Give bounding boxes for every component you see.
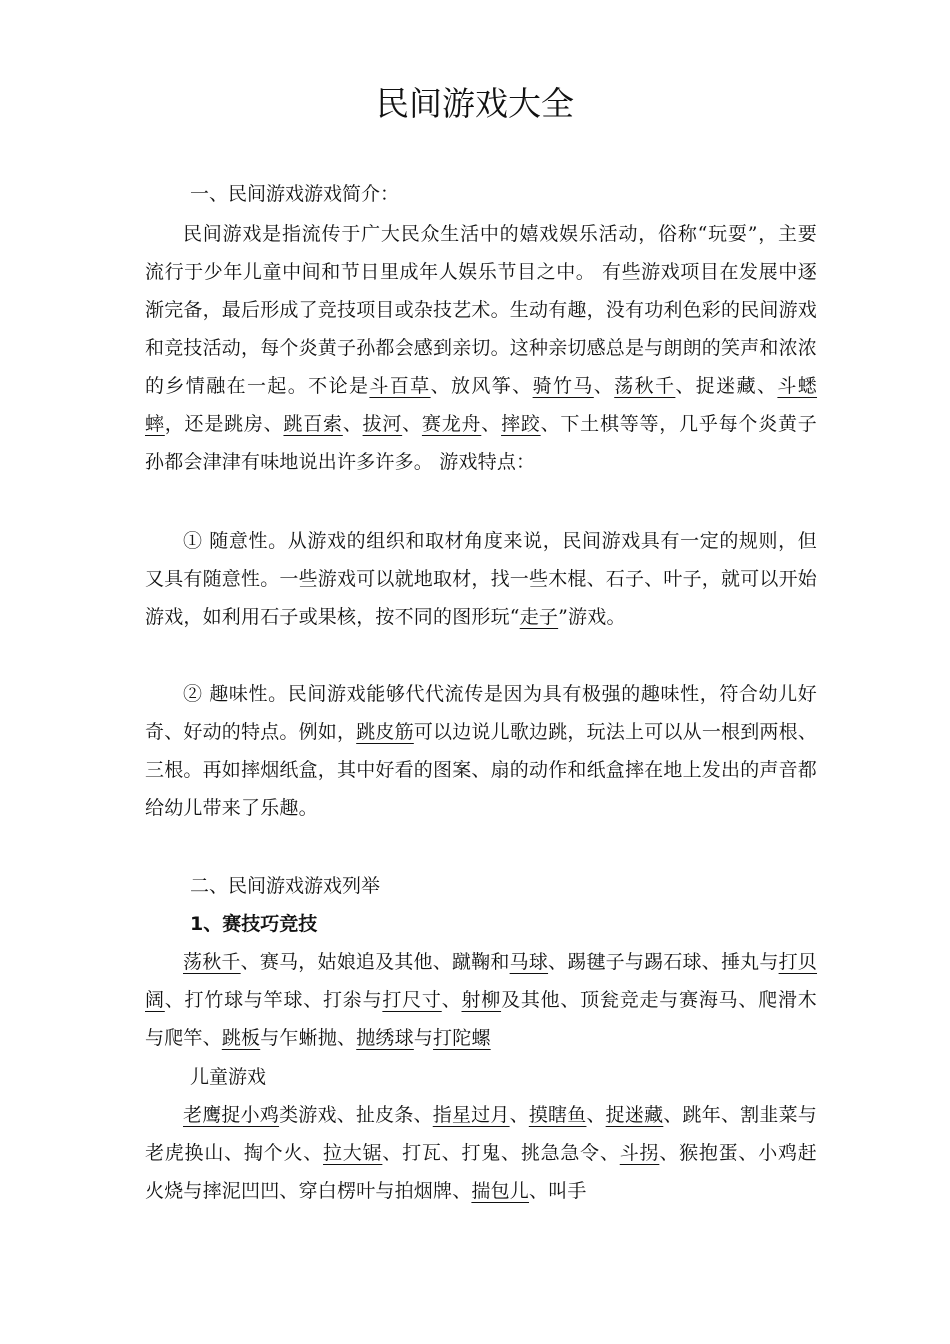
text: 、 (586, 1104, 606, 1126)
text: 、放风筝、 (430, 375, 533, 397)
game-link-shuaijiao: 摔跤 (501, 413, 541, 435)
text: 、跳年、割韭菜与老虎换山、掏个火、 (145, 1104, 817, 1164)
text: 、踢毽子与踢石球、捶丸与 (548, 951, 779, 973)
text: 、叫手 (529, 1180, 587, 1202)
game-link-tiaobaisuo: 跳百索 (283, 413, 343, 435)
game-link-zhuomicang: 捉迷藏 (605, 1104, 664, 1126)
skills-game-list (145, 943, 817, 1057)
game-link-sheliu: 射柳 (461, 989, 502, 1011)
text: 、猴抱蛋、小鸡赶火烧与摔泥凹凹、穿白楞叶与拍烟牌、 (145, 1142, 817, 1202)
game-link-moxiayu: 摸瞎鱼 (528, 1104, 587, 1126)
game-link-laoyingzhuoxiaoji: 老鹰捉小鸡 (183, 1104, 280, 1126)
game-link-tiaoban: 跳板 (221, 1027, 261, 1049)
text: ① 随意性。从游戏的组织和取材角度来说，民间游戏具有一定的规则，但又具有随意性。一些游戏可以就地取材，找一些木棍、石子、叶子，就可以开始游戏，如利用石子或果核，按不同的图形玩“ (145, 530, 818, 628)
text: 、 (402, 413, 422, 435)
intro-paragraph (145, 215, 817, 481)
text: 可以边说儿歌边跳，玩法上可以从一根到两根、三根。再如摔烟纸盒，其中好看的图案、扇的动作和纸盒摔在地上发出的声音都给幼儿带来了乐趣。 (145, 721, 818, 819)
text: 、捉迷藏、 (675, 375, 778, 397)
game-link-zouzi: 走子 (519, 606, 559, 628)
children-game-list (145, 1096, 817, 1210)
text: 、 (342, 413, 363, 435)
feature-fun-paragraph (145, 675, 817, 827)
game-link-doubaicao: 斗百草 (369, 375, 431, 397)
subsection-heading-children: 儿童游戏 (190, 1066, 267, 1088)
game-link-zhixingguoyue: 指星过月 (432, 1104, 510, 1126)
game-link-tiaopijin: 跳皮筋 (356, 721, 414, 743)
game-link-dachicun: 打尺寸 (382, 989, 442, 1011)
text: 民间游戏是指流传于广大民众生活中的嬉戏娱乐活动，俗称“玩耍”，主要流行于少年儿童中间和节日里成年人娱乐节目之中。 有些游戏项目在发展中逐渐完备，最后形成了竞技项目或杂技艺术。生动有趣，没有功利色彩的民间游戏和竞技活动，每个炎黄子孙都会感到亲切。这种亲切感总是与朗朗的笑声和浓浓的乡情融在一起。不论是 (145, 223, 818, 397)
game-link-ladaju: 拉大锯 (323, 1142, 383, 1164)
text: 、打竹球与竿球、打尜与 (164, 989, 383, 1011)
game-link-dangqiuqian: 荡秋千 (614, 375, 676, 397)
page-title: 民间游戏大全 (376, 84, 574, 123)
text: 及其他、顶瓮竞走与赛海马、爬滑木与爬竿、 (145, 989, 817, 1049)
text: 类游戏、扯皮条、 (279, 1104, 433, 1126)
game-link-qizhuma: 骑竹马 (532, 375, 594, 397)
feature-randomness-paragraph (145, 522, 817, 636)
game-link-datuoluo: 打陀螺 (433, 1027, 491, 1049)
subsection-heading-skills: 1、赛技巧竞技 (190, 913, 318, 935)
section-heading-list: 二、民间游戏游戏列举 (190, 875, 381, 897)
text: 与 (413, 1027, 434, 1049)
text: ② 趣味性。民间游戏能够代代流传是因为具有极强的趣味性，符合幼儿好奇、好动的特点。例如， (145, 683, 817, 743)
text: 、 (481, 413, 502, 435)
text: 、赛马，姑娘追及其他、蹴鞠和 (240, 951, 510, 973)
text: 、 (441, 989, 462, 1011)
text: 、打瓦、打鬼、挑急急令、 (382, 1142, 620, 1164)
game-link-maqiu: 马球 (509, 951, 549, 973)
game-link-bahe: 拔河 (362, 413, 403, 435)
game-link-douxishuai: 斗蟋蟀 (145, 375, 818, 435)
section-heading-intro: 一、民间游戏游戏简介： (190, 183, 400, 205)
text: 、下土棋等等，几乎每个炎黄子孙都会津津有味地说出许多许多。 游戏特点： (145, 413, 817, 473)
game-link-douguai: 斗拐 (619, 1142, 660, 1164)
game-link-sailongzhou: 赛龙舟 (421, 413, 482, 435)
text: ，还是跳房、 (164, 413, 284, 435)
text: 与乍蜥抛、 (260, 1027, 357, 1049)
text: 、 (593, 375, 615, 397)
game-link-paoxiuqiu: 抛绣球 (356, 1027, 414, 1049)
game-link-dabeikuo: 打贝阔 (145, 951, 818, 1011)
text: 、 (509, 1104, 529, 1126)
game-link-chuaibaoer: 揣包儿 (471, 1180, 530, 1202)
text: ”游戏。 (558, 606, 626, 628)
game-link-dangqiuqian: 荡秋千 (183, 951, 241, 973)
